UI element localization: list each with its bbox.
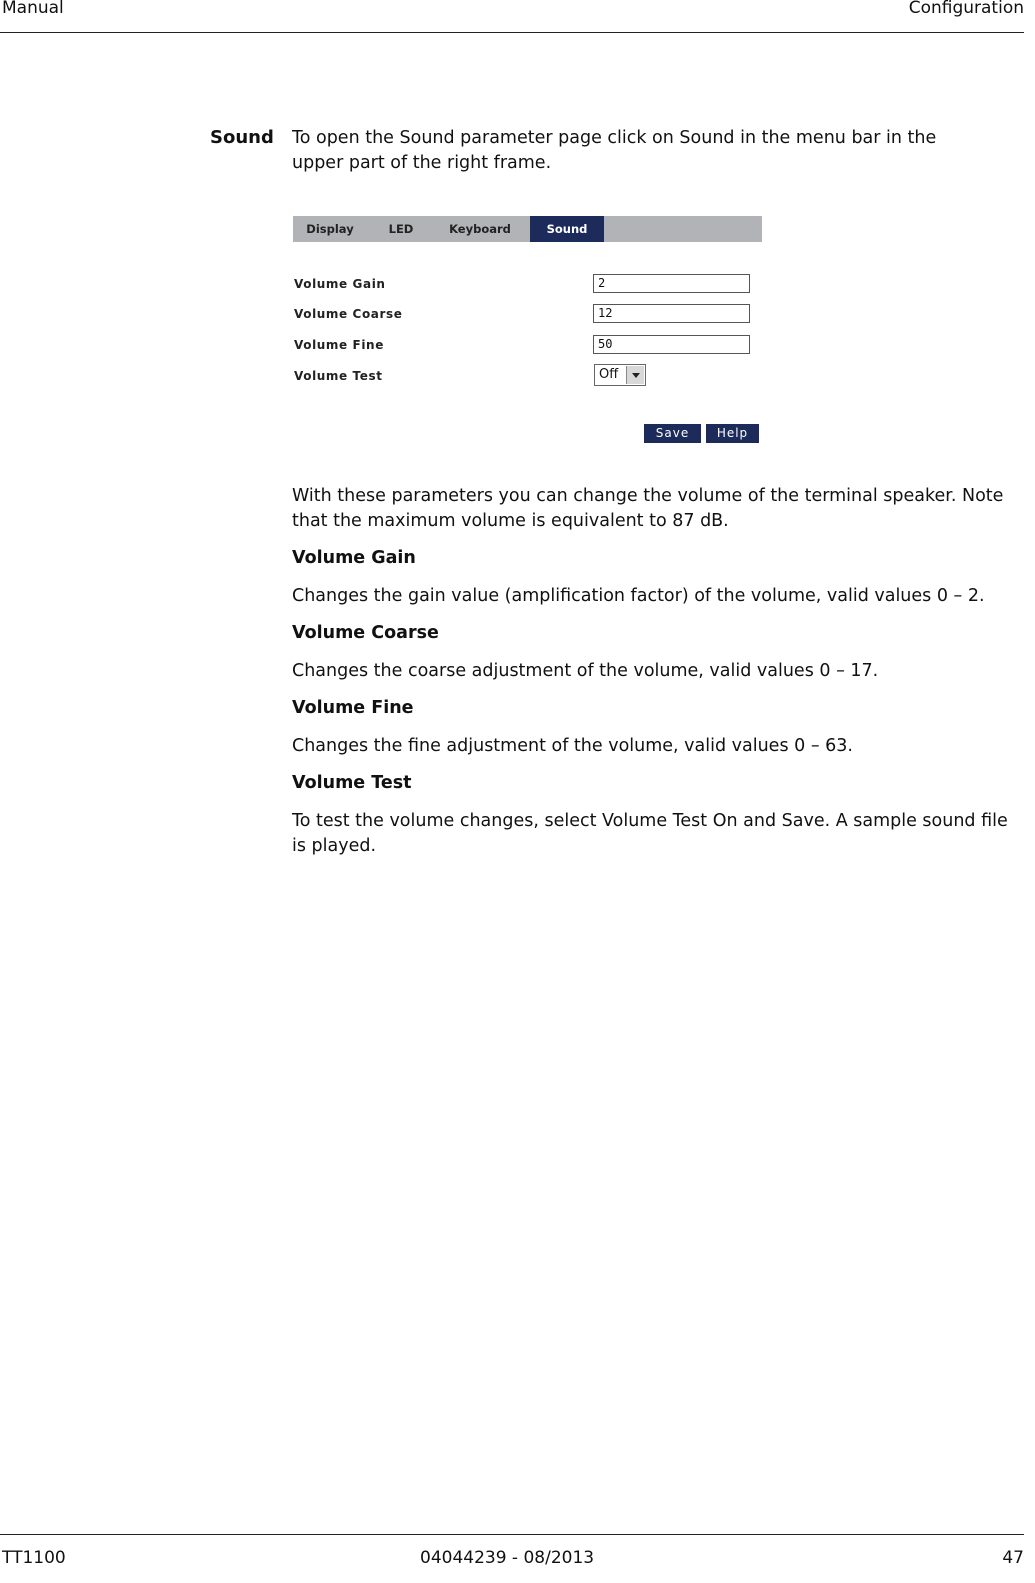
volume-coarse-text: Changes the coarse adjustment of the volume, valid values 0 – 17. xyxy=(292,661,879,681)
footer-left: TT1100 xyxy=(2,1548,66,1568)
volume-gain-text: Changes the gain value (amplification factor) of the volume, valid values 0 – 2. xyxy=(292,586,985,606)
volume-coarse-heading: Volume Coarse xyxy=(292,623,439,643)
volume-fine-input[interactable]: 50 xyxy=(593,335,750,354)
volume-fine-text: Changes the fine adjustment of the volume, valid values 0 – 63. xyxy=(292,736,853,756)
save-button[interactable]: Save xyxy=(644,424,701,443)
tab-sound[interactable]: Sound xyxy=(530,216,604,242)
volume-test-heading: Volume Test xyxy=(292,773,412,793)
volume-test-label: Volume Test xyxy=(294,369,383,383)
volume-test-value: Off xyxy=(599,367,619,382)
volume-gain-input[interactable]: 2 xyxy=(593,274,750,293)
header-rule xyxy=(0,32,1024,33)
volume-fine-heading: Volume Fine xyxy=(292,698,414,718)
header-left: Manual xyxy=(2,0,64,18)
volume-fine-label: Volume Fine xyxy=(294,338,384,352)
tab-led[interactable]: LED xyxy=(388,222,414,236)
footer-center: 04044239 - 08/2013 xyxy=(420,1548,595,1568)
help-button[interactable]: Help xyxy=(706,424,759,443)
volume-coarse-label: Volume Coarse xyxy=(294,307,403,321)
header-right: Configuration xyxy=(908,0,1024,18)
menu-bar xyxy=(293,216,762,242)
volume-coarse-input[interactable]: 12 xyxy=(593,304,750,323)
tab-keyboard[interactable]: Keyboard xyxy=(449,222,511,236)
volume-gain-heading: Volume Gain xyxy=(292,548,416,568)
volume-test-select[interactable] xyxy=(594,364,646,386)
intro-paragraph: To open the Sound parameter page click on Sound in the menu bar in the upper part of the right frame. xyxy=(292,128,937,173)
footer-rule xyxy=(0,1534,1024,1535)
description-paragraph: With these parameters you can change the volume of the terminal speaker. Note that the maximum volume is equivalent to 87 dB. xyxy=(292,486,1004,531)
page-number: 47 xyxy=(1002,1548,1024,1568)
chevron-down-icon[interactable] xyxy=(626,366,644,384)
tab-display[interactable]: Display xyxy=(306,222,354,236)
sound-settings-screenshot xyxy=(293,216,763,446)
volume-test-text: To test the volume changes, select Volume Test On and Save. A sample sound file is played. xyxy=(292,811,1008,856)
section-label: Sound xyxy=(210,127,274,148)
volume-gain-label: Volume Gain xyxy=(294,277,386,291)
